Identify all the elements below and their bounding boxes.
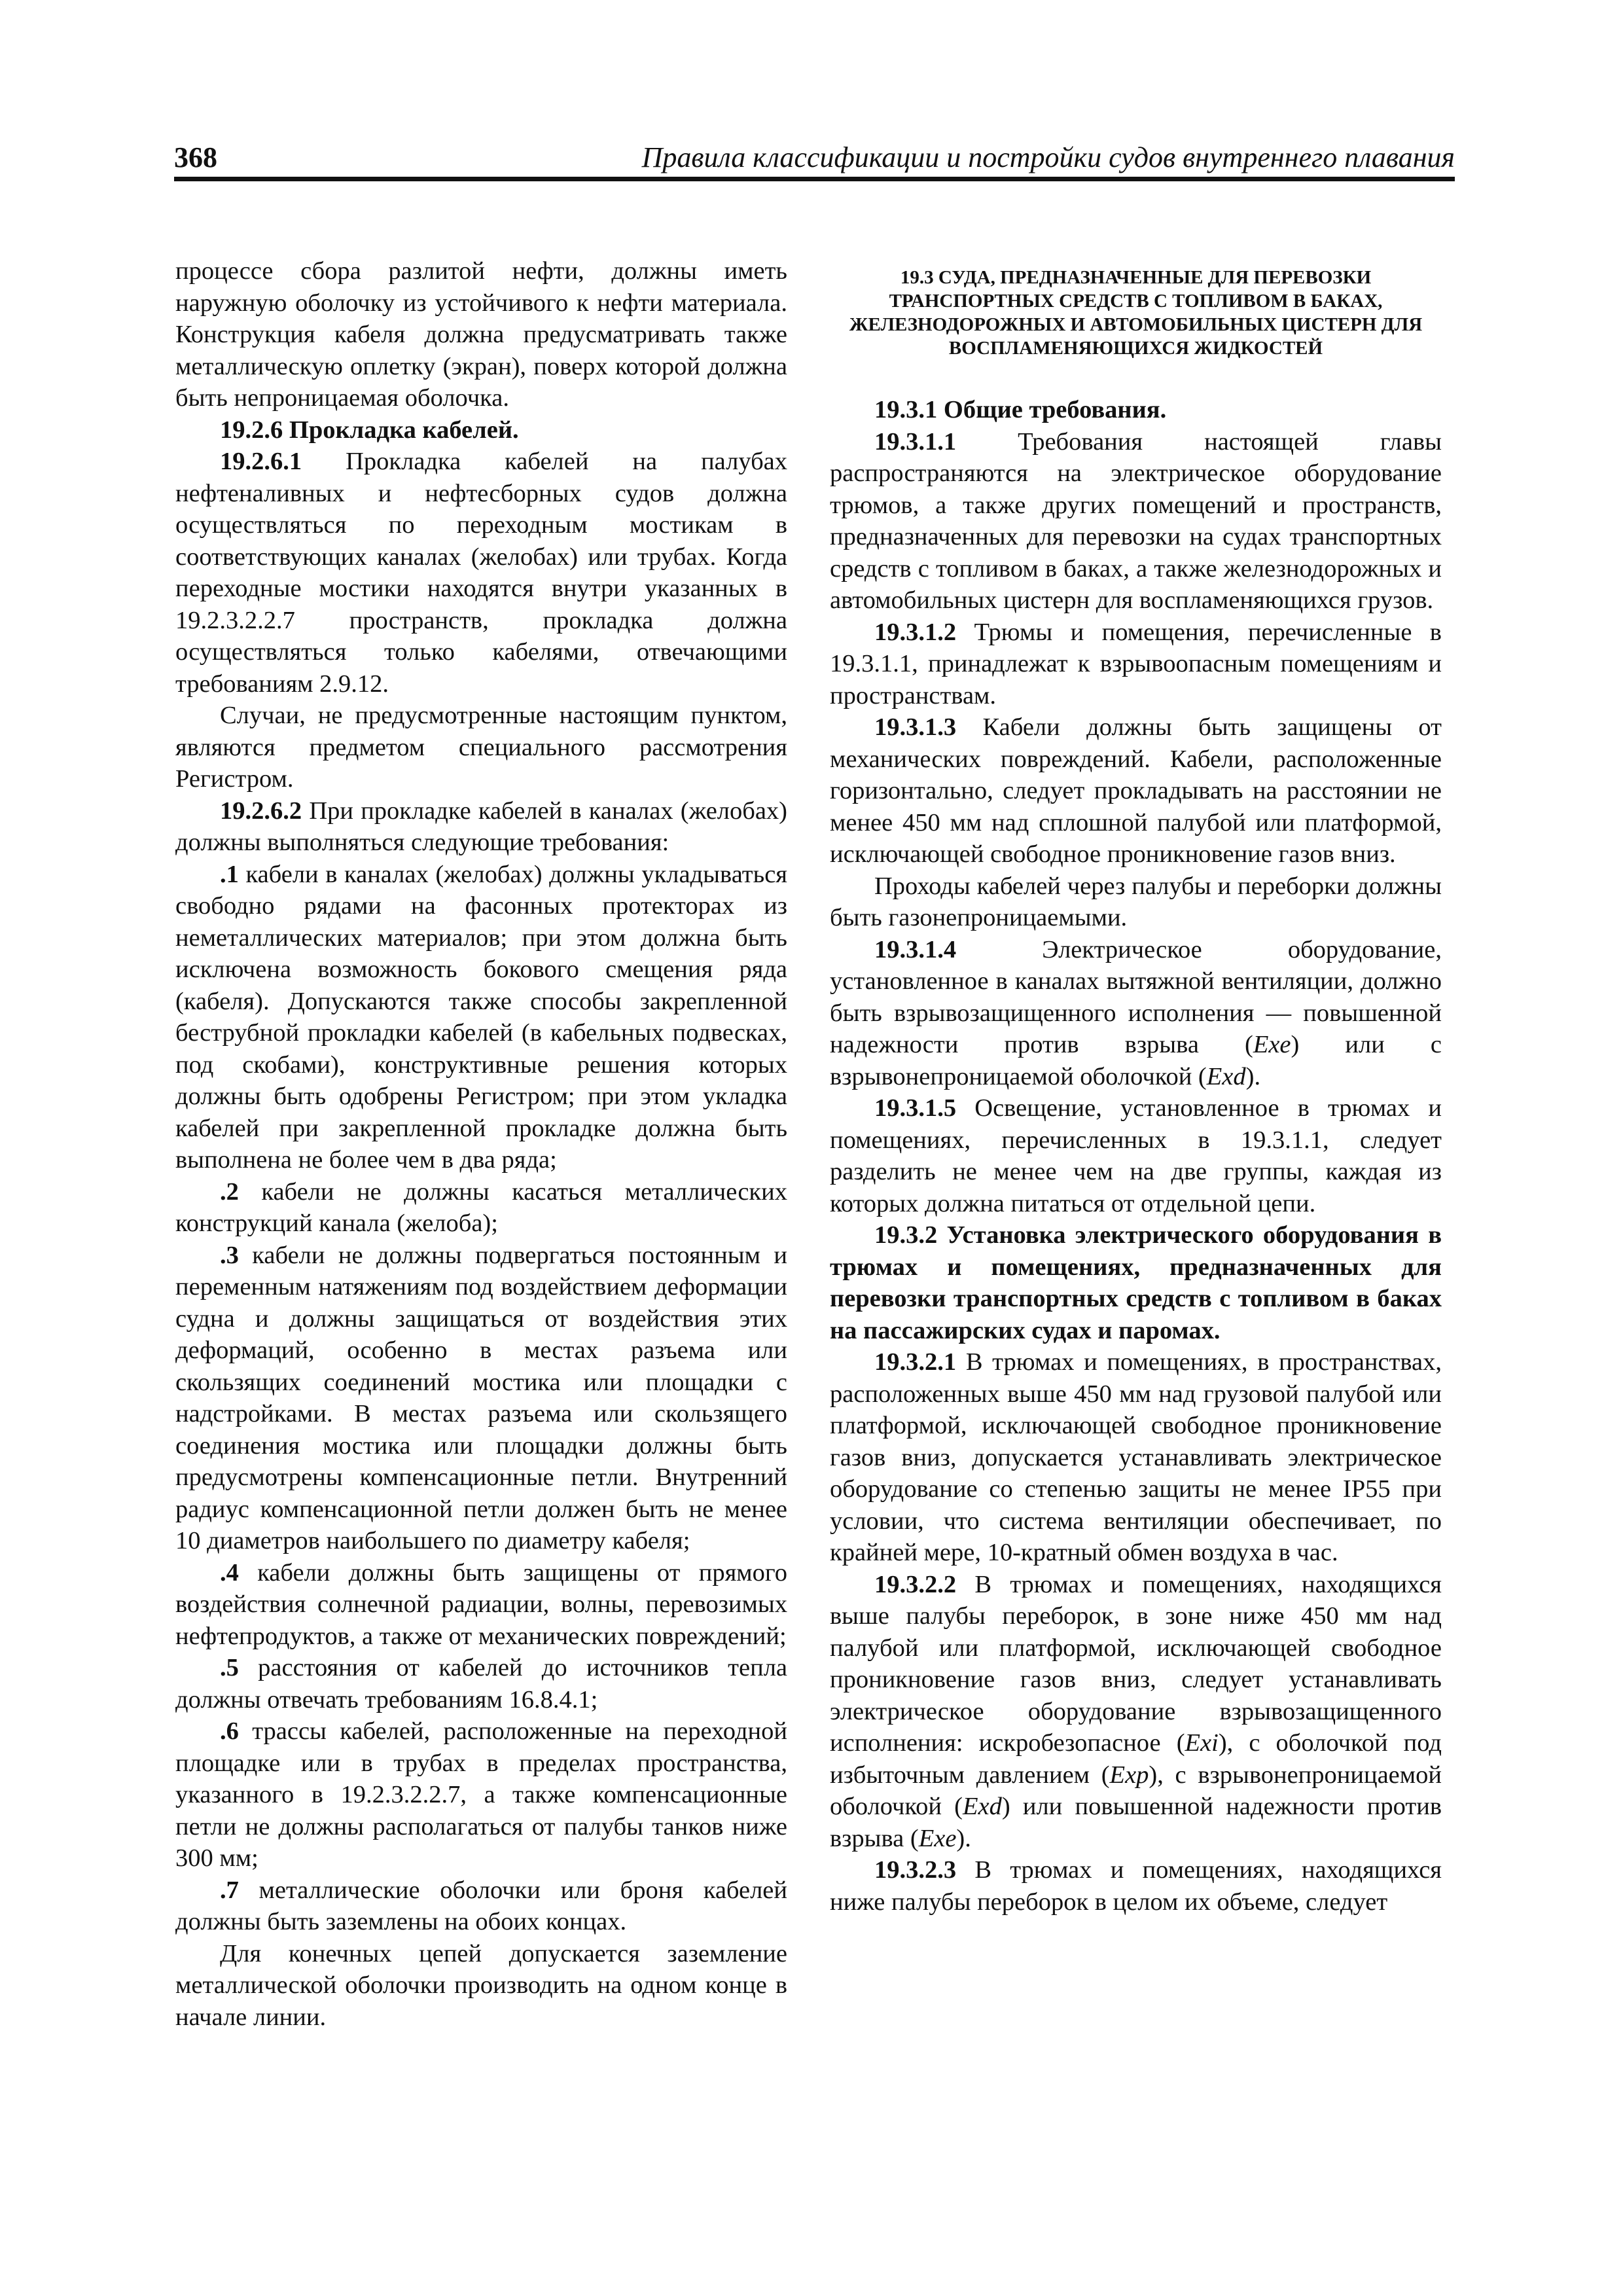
paragraph-19-3-2-2: 19.3.2.2 В трюмах и помещениях, находящихся выше палубы переборок, в зоне ниже 450 мм над палубой или платформой, исключающей свободное проникновение газов вниз, следует устанавливать электрическое оборудование взрывозащищенного исполнения: искробезопасное (Exi), с оболочкой под избыточным давлением (Exp), с взрывонепроницаемой оболочкой (Exd) или повышенной надежности против взрыва (Exe). — [830, 1570, 1442, 1852]
list-item: .6 трассы кабелей, расположенные на переходной площадке или в трубах в пределах пространства, указанного в 19.2.3.2.2.7, а также компенсационные петли не должны располагаться от палубы танков ниже 300 мм; — [175, 1717, 787, 1872]
paragraph-19-3-1-5: 19.3.1.5 Освещение, установленное в трюмах и помещениях, перечисленных в 19.3.1.1, следует разделить не менее чем на две группы, каждая из которых должна питаться от отдельной цепи. — [830, 1094, 1442, 1217]
list-item: .3 кабели не должны подвергаться постоянным и переменным натяжениям под воздействием деформации судна и должны защищаться от воздействия этих деформаций, особенно в местах разъема или скользящих соединений мостика или площадки с надстройками. В местах разъема или скользящего соединения мостика или площадки должны быть предусмотрены компенсационные петли. Внутренний радиус компенсационной петли должен быть не менее 10 диаметров наибольшего по диаметру кабеля; — [175, 1241, 787, 1554]
running-header — [174, 143, 1455, 181]
paragraph-final: Для конечных цепей допускается заземление металлической оболочки производить на одном конце в начале линии. — [175, 1939, 787, 2031]
right-column — [830, 255, 1442, 1918]
paragraph-19-3-2-1: 19.3.2.1 В трюмах и помещениях, в пространствах, расположенных выше 450 мм над грузовой палубой или платформой, исключающей свободное проникновение газов вниз, допускается устанавливать электрическое оборудование со степенью защиты не менее IP55 при условии, что система вентиляции обеспечивает, по крайней мере, 10-кратный обмен воздуха в час. — [830, 1348, 1442, 1566]
paragraph-19-3-2-3: 19.3.2.3 В трюмах и помещениях, находящихся ниже палубы переборок в целом их объеме, следует — [830, 1856, 1442, 1916]
section-heading-19-3: 19.3 СУДА, ПРЕДНАЗНАЧЕННЫЕ ДЛЯ ПЕРЕВОЗКИ ТРАНСПОРТНЫХ СРЕДСТВ С ТОПЛИВОМ В БАКАХ, ЖЕЛЕЗНОДОРОЖНЫХ И АВТОМОБИЛЬНЫХ ЦИСТЕРН ДЛЯ ВОСПЛАМЕНЯЮЩИХСЯ ЖИДКОСТЕЙ — [849, 267, 1423, 359]
page-number: 368 — [174, 141, 217, 173]
paragraph-19-3-1-2: 19.3.1.2 Трюмы и помещения, перечисленные в 19.3.1.1, принадлежат к взрывоопасным помещениям и пространствам. — [830, 618, 1442, 709]
paragraph-cases: Случаи, не предусмотренные настоящим пунктом, являются предметом специального рассмотрения Регистром. — [175, 702, 787, 793]
list-item: .4 кабели должны быть защищены от прямого воздействия солнечной радиации, волны, перевозимых нефтепродуктов, а также от механических повреждений; — [175, 1558, 787, 1650]
subsection-heading-19-2-6: 19.2.6 Прокладка кабелей. — [220, 416, 519, 444]
paragraph-19-3-1-4: 19.3.1.4 Электрическое оборудование, установленное в каналах вытяжной вентиляции, должно быть взрывозащищенного исполнения — повышенной надежности против взрыва (Exe) или с взрывонепроницаемой оболочкой (Exd). — [830, 935, 1442, 1090]
left-column — [175, 255, 787, 2033]
paragraph-passages: Проходы кабелей через палубы и переборки должны быть газонепроницаемыми. — [830, 872, 1442, 931]
paragraph-19-2-6-2: 19.2.6.2 При прокладке кабелей в каналах (желобах) должны выполняться следующие требования: — [175, 797, 787, 856]
paragraph-19-2-6-1: 19.2.6.1 Прокладка кабелей на палубах нефтеналивных и нефтесборных судов должна осуществляться по переходным мостикам в соответствующих каналах (желобах) или трубах. Когда переходные мостики находятся внутри указанных в 19.2.3.2.2.7 пространств, прокладка должна осуществляться только кабелями, отвечающими требованиям 2.9.12. — [175, 448, 787, 698]
subsection-heading-19-3-2: 19.3.2 Установка электрического оборудования в трюмах и помещениях, предназначенных для перевозки транспортных средств с топливом в баках на пассажирских судах и паромах. — [830, 1221, 1442, 1344]
list-item: .1 кабели в каналах (желобах) должны укладываться свободно рядами на фасонных протекторах из неметаллических материалов; при этом должна быть исключена возможность бокового смещения ряда (кабеля). Допускаются также способы закрепленной беструбной прокладки кабелей (в кабельных подвесках, под скобами), конструктивные решения которых должны быть одобрены Регистром; при этом укладка кабелей при закрепленной прокладке должна быть выполнена не более чем в два ряда; — [175, 860, 787, 1174]
running-title: Правила классификации и постройки судов внутреннего плавания — [641, 141, 1455, 173]
list-item: .2 кабели не должны касаться металлических конструкций канала (желоба); — [175, 1177, 787, 1237]
paragraph-continuation: процессе сбора разлитой нефти, должны иметь наружную оболочку из устойчивого к нефти материала. Конструкция кабеля должна предусматривать также металлическую оплетку (экран), поверх которой должна быть непроницаемая оболочка. — [175, 257, 787, 412]
subsection-heading-19-3-1: 19.3.1 Общие требования. — [874, 396, 1167, 423]
paragraph-19-3-1-3: 19.3.1.3 Кабели должны быть защищены от механических повреждений. Кабели, расположенные горизонтально, следует прокладывать на расстоянии не менее 450 мм над сплошной палубой или платформой, исключающей свободное проникновение газов вниз. — [830, 713, 1442, 868]
list-item: .5 расстояния от кабелей до источников тепла должны отвечать требованиям 16.8.4.1; — [175, 1654, 787, 1713]
list-item: .7 металлические оболочки или броня кабелей должны быть заземлены на обоих концах. — [175, 1876, 787, 1935]
paragraph-19-3-1-1: 19.3.1.1 Требования настоящей главы распространяются на электрическое оборудование трюмов, а также других помещений и пространств, предназначенных для перевозки на судах транспортных средств с топливом в баках, а также железнодорожных и автомобильных цистерн для воспламеняющихся грузов. — [830, 427, 1442, 614]
